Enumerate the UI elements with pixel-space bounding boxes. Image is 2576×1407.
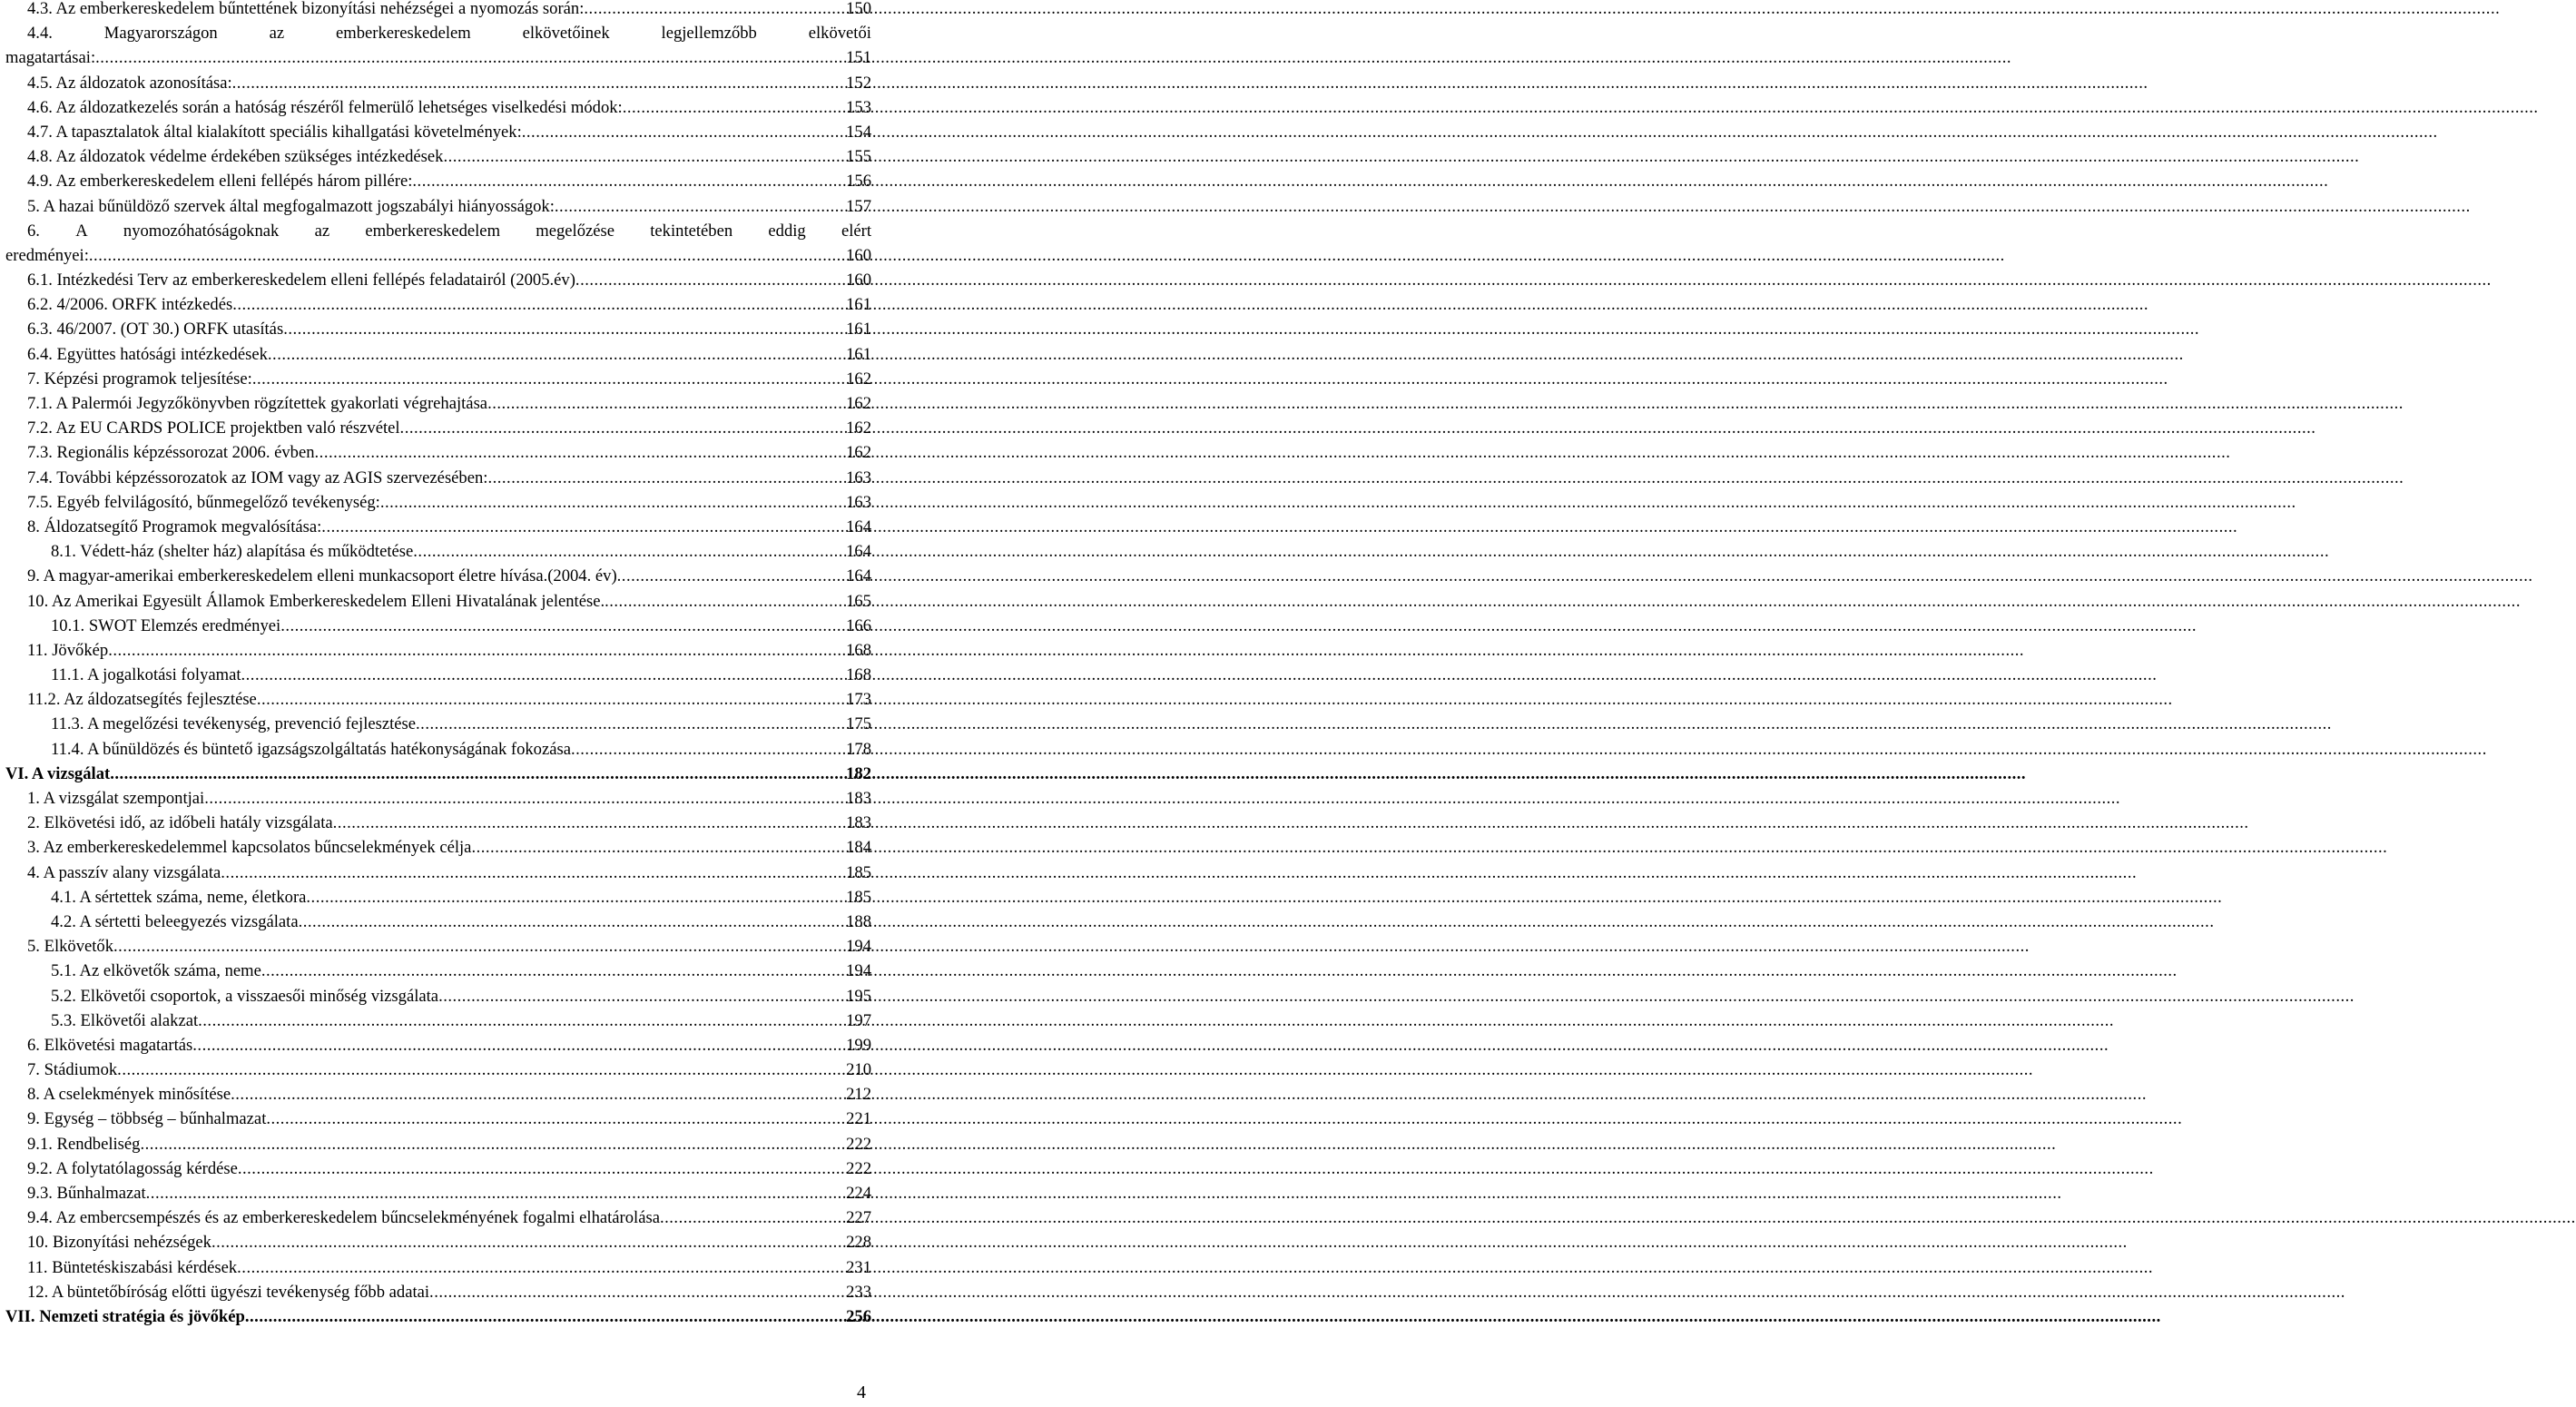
dot-leader [110,762,845,786]
toc-entry-word: Magyarországon [103,24,218,44]
toc-entry-page: 183 [846,789,871,808]
toc-entry-title: 8. A cselekmények minősítése [27,1085,231,1105]
dot-leader [261,959,845,983]
toc-entry-page: 221 [846,1109,871,1129]
dot-leader [146,1181,845,1205]
dot-leader [617,564,845,588]
dot-leader [584,0,845,21]
toc-entry-title: 4. A passzív alany vizsgálata [27,862,221,882]
toc-entry-page: 154 [846,122,871,142]
toc-entry[interactable] [5,663,871,687]
toc-entry[interactable] [5,539,871,564]
toc-entry[interactable] [5,835,871,860]
dot-leader [471,835,845,860]
toc-entry[interactable] [5,1033,871,1058]
dot-leader [623,95,845,120]
toc-entry-title: 3. Az emberkereskedelemmel kapcsolatos bűncselekmények célja [27,838,472,858]
toc-entry-title: 5. Elkövetők [27,937,114,957]
toc-entry-page: 227 [846,1208,871,1228]
toc-entry[interactable] [5,490,871,515]
toc-entry-title: 7. Képzési programok teljesítése: [27,369,252,389]
toc-entry[interactable] [5,762,871,786]
toc-entry[interactable] [5,144,871,169]
toc-entry-page: 222 [846,1134,871,1154]
toc-entry-word: elkövetői [808,24,871,44]
toc-entry-page: 161 [846,320,871,339]
toc-entry-title: 10.1. SWOT Elemzés eredményei [51,615,281,635]
toc-entry[interactable] [5,1181,871,1205]
toc-entry-word: A [75,221,88,241]
toc-entry-page: 155 [846,147,871,167]
toc-entry-title: 5.1. Az elkövetők száma, neme [51,961,261,981]
toc-entry-title: 6.2. 4/2006. ORFK intézkedés [27,295,233,315]
dot-leader [605,589,845,614]
toc-entry-title: 8. Áldozatsegítő Programok megvalósítása: [27,517,322,536]
toc-entry-title: 11. Jövőkép [27,640,109,660]
toc-entry[interactable] [5,861,871,885]
toc-entry[interactable] [5,1156,871,1181]
toc-entry-word: 4.4. [27,24,53,44]
toc-entry[interactable] [5,1280,871,1304]
toc-entry-page: 175 [846,714,871,734]
toc-entry-word: az [314,221,330,241]
toc-entry[interactable] [5,1009,871,1033]
dot-leader [321,515,845,539]
dot-leader [487,391,845,416]
toc-entry-page: 199 [846,1035,871,1055]
toc-entry-page: 197 [846,1010,871,1030]
toc-entry-word: elkövetőinek [522,24,610,44]
dot-leader [117,1058,845,1082]
toc-entry[interactable] [5,1205,871,1230]
dot-leader [245,1304,845,1329]
toc-entry[interactable] [5,687,871,712]
toc-entry-page: 173 [846,690,871,710]
toc-entry-page: 185 [846,887,871,907]
toc-entry-title: 6.4. Együttes hatósági intézkedések [27,344,268,364]
dot-leader [299,910,846,934]
dot-leader [89,243,845,268]
dot-leader [221,861,845,885]
toc-entry-title: VI. A vizsgálat [5,763,111,783]
toc-entry[interactable] [5,367,871,391]
toc-entry-title: eredményei: [5,245,89,265]
toc-entry-title: 4.7. A tapasztalatok által kialakított speciális kihallgatási követelmények: [27,122,522,142]
toc-entry[interactable] [5,169,871,193]
toc-entry[interactable] [5,589,871,614]
dot-leader [237,1255,845,1280]
dot-leader [268,342,845,367]
dot-leader [443,144,845,169]
toc-entry-page: 160 [846,271,871,290]
toc-entry-title: VII. Nemzeti stratégia és jövőkép [5,1306,245,1326]
toc-entry[interactable] [5,1082,871,1107]
toc-entry[interactable] [5,811,871,835]
dot-leader [306,885,845,910]
toc-entry[interactable] [5,440,871,465]
toc-entry-page: 195 [846,986,871,1006]
toc-entry-page: 163 [846,492,871,512]
dot-leader [571,737,845,762]
toc-entry[interactable] [5,515,871,539]
toc-entry-title: 5. A hazai bűnüldöző szervek által megfogalmazott jogszabályi hiányosságok: [27,196,555,216]
toc-entry[interactable] [5,885,871,910]
dot-leader [211,1230,845,1254]
dot-leader [283,317,845,341]
dot-leader [412,169,845,193]
dot-leader [413,539,845,564]
toc-entry-title: 7.2. Az EU CARDS POLICE projektben való részvétel [27,418,400,438]
dot-leader [429,1280,845,1304]
dot-leader [280,614,845,638]
toc-entry-page: 168 [846,640,871,660]
dot-leader [192,1033,845,1058]
toc-entry-title: 8.1. Védett-ház (shelter ház) alapítása és működtetése [51,542,414,562]
toc-entry-page: 228 [846,1233,871,1253]
toc-entry-title: 9.4. Az embercsempészés és az emberkereskedelem bűncselekményének fogalmi elhatárolása [27,1208,660,1228]
dot-leader [252,367,845,391]
toc-entry-page: 162 [846,443,871,463]
dot-leader [95,45,845,70]
dot-leader [257,687,845,712]
dot-leader [660,1205,845,1230]
toc-entry-title: 7. Stádiumok [27,1060,118,1080]
toc-entry-page: 224 [846,1184,871,1203]
toc-entry-page: 185 [846,862,871,882]
toc-entry-word: az [269,24,285,44]
toc-entry-title: magatartásai: [5,48,96,68]
toc-entry-title: 11.1. A jogalkotási folyamat [51,665,241,685]
toc-entry-title: 7.4. További képzéssorozatok az IOM vagy az AGIS szervezésében: [27,467,488,487]
dot-leader [487,466,845,490]
toc-entry-page: 233 [846,1282,871,1302]
toc-entry[interactable] [5,1058,871,1082]
toc-entry[interactable] [5,0,871,21]
toc-entry-word: elért [841,221,871,241]
toc-entry[interactable] [5,268,871,292]
toc-entry[interactable] [5,466,871,490]
toc-entry-word: eddig [768,221,806,241]
dot-leader [231,1082,845,1107]
page-number: 4 [857,1382,866,1402]
toc-entry-page: 184 [846,838,871,858]
toc-entry-title: 6.3. 46/2007. (OT 30.) ORFK utasítás [27,320,284,339]
toc-entry-continuation[interactable] [5,243,871,268]
toc-entry-page: 157 [846,196,871,216]
toc-entry-page: 152 [846,73,871,93]
dot-leader [575,268,845,292]
toc-entry-title: 9.2. A folytatólagosság kérdése [27,1158,238,1178]
toc-entry[interactable] [5,342,871,367]
dot-leader [400,416,846,440]
toc-entry-title: 6. Elkövetési magatartás [27,1035,193,1055]
toc-entry-title: 10. Bizonyítási nehézségek [27,1233,211,1253]
toc-entry[interactable] [5,564,871,588]
toc-entry[interactable] [5,120,871,144]
toc-entry-page: 166 [846,615,871,635]
toc-entry-title: 7.5. Egyéb felvilágosító, bűnmegelőző tevékenység: [27,492,380,512]
toc-entry[interactable] [5,786,871,811]
toc-entry-page: 153 [846,97,871,117]
toc-entry[interactable] [5,1255,871,1280]
toc-entry-title: 1. A vizsgálat szempontjai [27,789,205,808]
toc-entry[interactable] [5,934,871,959]
toc-entry-line[interactable] [5,219,871,243]
dot-leader [380,490,845,515]
toc-entry[interactable] [5,638,871,663]
toc-entry-page: 256 [846,1306,871,1326]
dot-leader [140,1132,845,1156]
dot-leader [266,1107,845,1131]
dot-leader [204,786,845,811]
toc-entry-page: 222 [846,1158,871,1178]
toc-entry[interactable] [5,1230,871,1254]
toc-entry[interactable] [5,1132,871,1156]
toc-entry[interactable] [5,712,871,736]
toc-entry-title: 11.3. A megelőzési tevékenység, prevenció fejlesztése [51,714,417,734]
toc-entry-page: 161 [846,344,871,364]
toc-entry-title: 11.2. Az áldozatsegítés fejlesztése [27,690,257,710]
toc-entry[interactable] [5,416,871,440]
dot-leader [416,712,845,736]
toc-entry-title: 9. A magyar-amerikai emberkereskedelem elleni munkacsoport életre hívása.(2004. év) [27,566,617,586]
toc-entry-title: 4.1. A sértettek száma, neme, életkora [51,887,307,907]
toc-entry-title: 4.2. A sértetti beleegyezés vizsgálata [51,911,299,931]
toc-entry[interactable] [5,984,871,1009]
toc-entry-page: 164 [846,566,871,586]
toc-entry[interactable] [5,391,871,416]
dot-leader [438,984,845,1009]
toc-entry-title: 11.4. A bűnüldözés és büntető igazságszolgáltatás hatékonyságának fokozása [51,739,571,759]
toc-entry[interactable] [5,1304,871,1329]
toc-entry-page: 164 [846,517,871,536]
toc-entry-title: 7.3. Regionális képzéssorozat 2006. évben [27,443,315,463]
toc-entry[interactable] [5,737,871,762]
toc-entry-title: 4.6. Az áldozatkezelés során a hatóság részéről felmerülő lehetséges viselkedési módok: [27,97,623,117]
dot-leader [241,663,846,687]
toc-entry[interactable] [5,614,871,638]
toc-entry-title: 9.3. Bűnhalmazat [27,1184,146,1203]
toc-entry-page: 162 [846,418,871,438]
toc-entry-page: 161 [846,295,871,315]
toc-entry-page: 210 [846,1060,871,1080]
toc-entry-page: 164 [846,542,871,562]
dot-leader [232,292,845,317]
toc-entry-word: megelőzése [536,221,615,241]
toc-entry-page: 156 [846,172,871,192]
toc-entry-page: 182 [846,763,871,783]
toc-entry[interactable] [5,95,871,120]
toc-entry-page: 212 [846,1085,871,1105]
toc-entry-word: 6. [27,221,40,241]
toc-entry-title: 11. Büntetéskiszabási kérdések [27,1257,238,1277]
toc-entry-word: tekintetében [650,221,733,241]
toc-entry[interactable] [5,71,871,95]
toc-entry-title: 5.3. Elkövetői alakzat [51,1010,199,1030]
dot-leader [522,120,845,144]
toc-entry-page: 194 [846,937,871,957]
toc-entry-page: 151 [846,48,871,68]
toc-entry-title: 4.5. Az áldozatok azonosítása: [27,73,232,93]
toc-entry[interactable] [5,1107,871,1131]
toc-entry[interactable] [5,194,871,219]
toc-entry[interactable] [5,292,871,317]
toc-entry-title: 9. Egység – többség – bűnhalmazat [27,1109,267,1129]
toc-entry-title: 10. Az Amerikai Egyesült Államok Emberkereskedelem Elleni Hivatalának jelentése. [27,591,605,611]
toc-entry[interactable] [5,317,871,341]
toc-entry-page: 160 [846,245,871,265]
dot-leader [108,638,845,663]
toc-entry-title: 6.1. Intézkedési Terv az emberkereskedelem elleni fellépés feladatairól (2005.év) [27,271,575,290]
toc-entry-page: 231 [846,1257,871,1277]
toc-entry-title: 4.9. Az emberkereskedelem elleni fellépés három pillére: [27,172,413,192]
toc-entry-title: 9.1. Rendbeliség [27,1134,141,1154]
toc-entry-page: 183 [846,813,871,833]
toc-entry-word: emberkereskedelem [336,24,471,44]
toc-entry-title: 4.3. Az emberkereskedelem bűntettének bizonyítási nehézségei a nyomozás során: [27,0,585,18]
toc-entry-word: emberkereskedelem [365,221,501,241]
toc-entry-page: 162 [846,394,871,413]
toc-entry-page: 150 [846,0,871,18]
toc-entry-continuation[interactable] [5,45,871,70]
dot-leader [333,811,845,835]
dot-leader [555,194,845,219]
dot-leader [315,440,846,465]
toc-entry[interactable] [5,910,871,934]
toc-entry-title: 5.2. Elkövetői csoportok, a visszaesői minőség vizsgálata [51,986,439,1006]
toc-entry-line[interactable] [5,21,871,45]
toc-entry-page: 178 [846,739,871,759]
toc-entry[interactable] [5,959,871,983]
toc-entry-page: 163 [846,467,871,487]
toc-entry-page: 165 [846,591,871,611]
toc-entry-page: 162 [846,369,871,389]
toc-entry-title: 4.8. Az áldozatok védelme érdekében szükséges intézkedések [27,147,444,167]
dot-leader [198,1009,845,1033]
toc-entry-page: 168 [846,665,871,685]
toc-entry-page: 188 [846,911,871,931]
table-of-contents [5,0,871,1329]
toc-entry-word: nyomozóhatóságoknak [123,221,280,241]
toc-entry-page: 194 [846,961,871,981]
toc-entry-title: 12. A büntetőbíróság előtti ügyészi tevékenység főbb adatai [27,1282,430,1302]
dot-leader [113,934,845,959]
toc-entry-title: 7.1. A Palermói Jegyzőkönyvben rögzítettek gyakorlati végrehajtása [27,394,488,413]
dot-leader [232,71,845,95]
toc-entry-word: legjellemzőbb [661,24,757,44]
dot-leader [238,1156,845,1181]
toc-entry-title: 2. Elkövetési idő, az időbeli hatály vizsgálata [27,813,333,833]
